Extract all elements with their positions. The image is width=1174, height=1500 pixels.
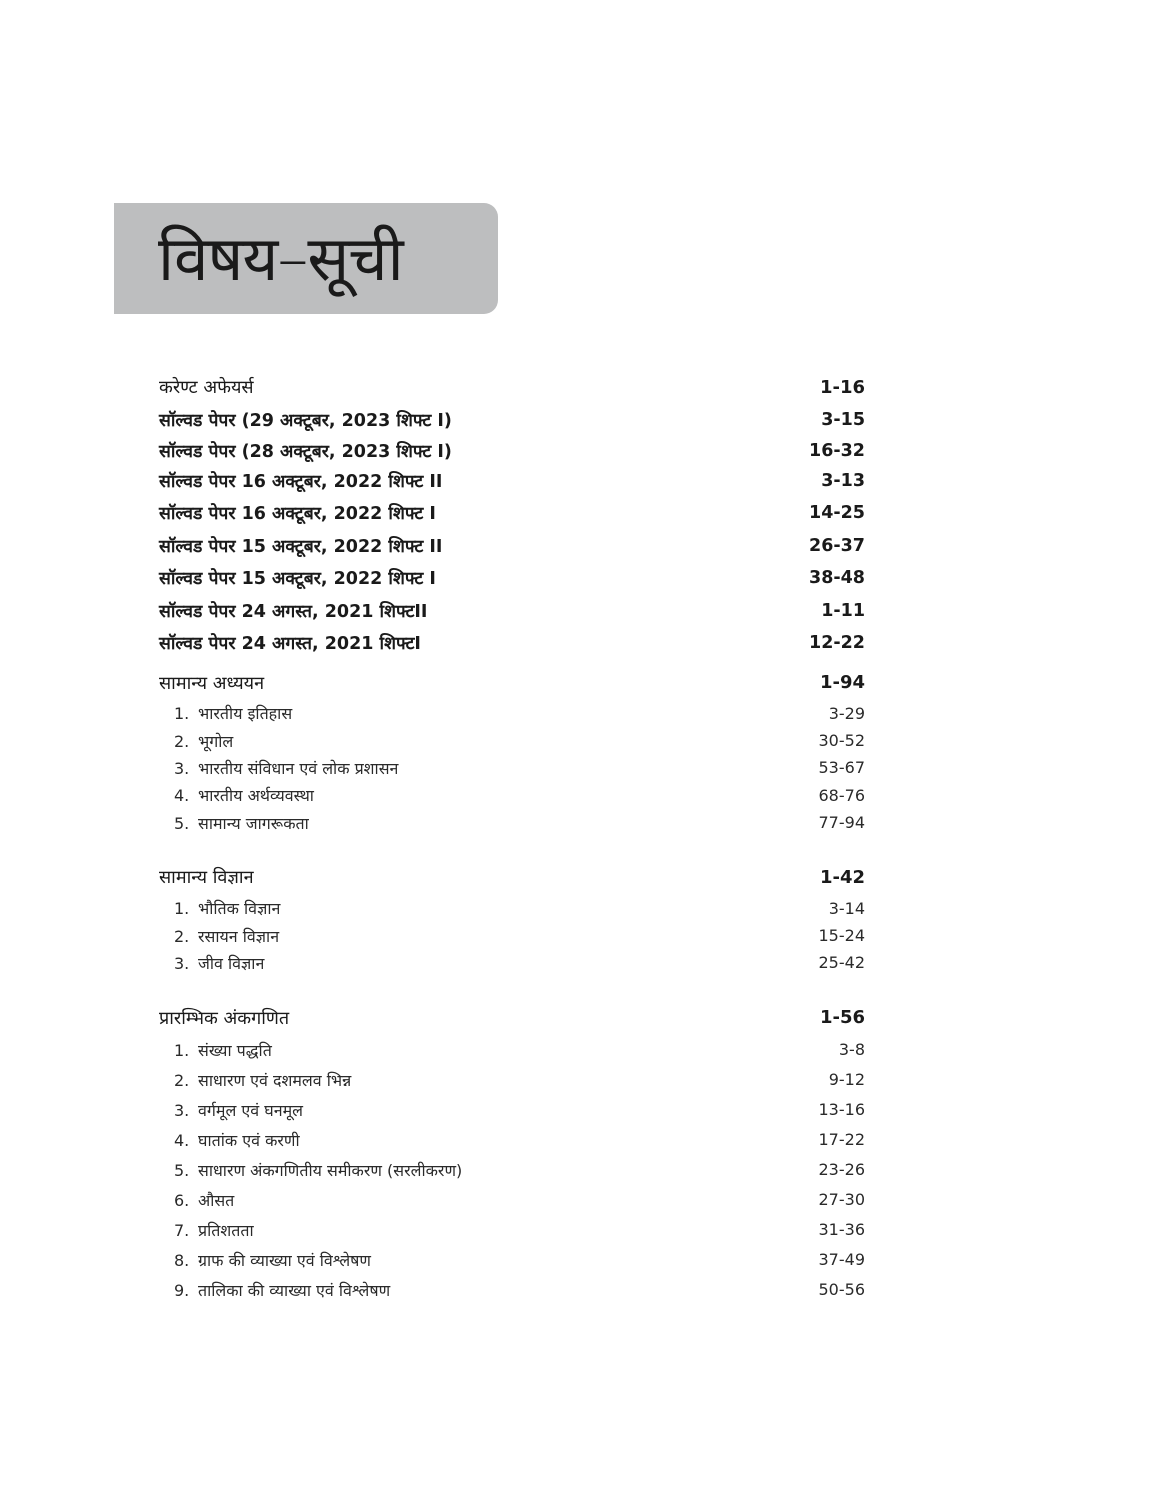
toc-item[interactable] bbox=[159, 1035, 865, 1065]
toc-item[interactable] bbox=[159, 1245, 865, 1275]
paper-label: सॉल्वड पेपर (29 अक्टूबर, 2023 शिफ्ट I) bbox=[159, 411, 452, 432]
paper-pages: 26-37 bbox=[809, 535, 865, 556]
item-number: 1. bbox=[174, 704, 190, 724]
item-pages: 3-29 bbox=[828, 703, 865, 723]
item-label: भौतिक विज्ञान bbox=[198, 899, 281, 919]
toc-paper-row[interactable] bbox=[159, 465, 865, 498]
item-pages: 37-49 bbox=[818, 1250, 865, 1270]
title-banner bbox=[114, 203, 498, 314]
item-number: 1. bbox=[174, 899, 190, 919]
item-label: साधारण एवं दशमलव भिन्न bbox=[198, 1070, 352, 1090]
section-pages: 1-42 bbox=[819, 866, 865, 888]
item-pages: 27-30 bbox=[818, 1190, 865, 1210]
toc-item[interactable] bbox=[159, 1125, 865, 1155]
paper-pages: 12-22 bbox=[809, 633, 865, 654]
table-of-contents bbox=[159, 370, 865, 1305]
item-number: 3. bbox=[174, 758, 190, 778]
item-pages: 53-67 bbox=[818, 758, 865, 778]
item-label: संख्या पद्धति bbox=[198, 1040, 272, 1060]
paper-pages: 14-25 bbox=[809, 503, 865, 524]
toc-item[interactable] bbox=[159, 700, 865, 727]
item-pages: 50-56 bbox=[818, 1280, 865, 1300]
item-pages: 3-8 bbox=[838, 1040, 865, 1060]
toc-section-general-studies[interactable] bbox=[159, 666, 865, 700]
item-number: 2. bbox=[174, 731, 190, 751]
toc-item[interactable] bbox=[159, 949, 865, 976]
item-number: 5. bbox=[174, 1160, 190, 1180]
paper-label: सॉल्वड पेपर 24 अगस्त, 2021 शिफ्टII bbox=[159, 601, 428, 622]
item-pages: 17-22 bbox=[818, 1130, 865, 1150]
item-label: जीव विज्ञान bbox=[198, 953, 265, 973]
paper-label: सॉल्वड पेपर 24 अगस्त, 2021 शिफ्टI bbox=[159, 634, 421, 655]
item-number: 1. bbox=[174, 1040, 190, 1060]
section-pages: 1-56 bbox=[819, 1007, 865, 1029]
item-label: वर्गमूल एवं घनमूल bbox=[198, 1100, 303, 1120]
section-label: सामान्य विज्ञान bbox=[159, 867, 254, 889]
item-pages: 23-26 bbox=[818, 1160, 865, 1180]
toc-item[interactable] bbox=[159, 727, 865, 754]
toc-item[interactable] bbox=[159, 1275, 865, 1305]
toc-paper-row[interactable] bbox=[159, 627, 865, 660]
item-label: तालिका की व्याख्या एवं विश्लेषण bbox=[198, 1280, 391, 1300]
item-number: 8. bbox=[174, 1250, 190, 1270]
item-label: भूगोल bbox=[198, 731, 234, 751]
toc-paper-row[interactable] bbox=[159, 595, 865, 628]
item-number: 9. bbox=[174, 1280, 190, 1300]
section-pages: 1-16 bbox=[819, 376, 865, 398]
item-label: भारतीय संविधान एवं लोक प्रशासन bbox=[198, 758, 399, 778]
paper-label: सॉल्वड पेपर 15 अक्टूबर, 2022 शिफ्ट I bbox=[159, 569, 436, 590]
toc-item[interactable] bbox=[159, 782, 865, 809]
toc-item[interactable] bbox=[159, 894, 865, 921]
section-label: सामान्य अध्ययन bbox=[159, 672, 265, 694]
toc-item[interactable] bbox=[159, 1095, 865, 1125]
item-number: 7. bbox=[174, 1220, 190, 1240]
paper-label: सॉल्वड पेपर 16 अक्टूबर, 2022 शिफ्ट II bbox=[159, 471, 443, 492]
item-label: प्रतिशतता bbox=[198, 1220, 254, 1240]
item-pages: 25-42 bbox=[818, 953, 865, 973]
item-pages: 31-36 bbox=[818, 1220, 865, 1240]
item-number: 2. bbox=[174, 926, 190, 946]
item-label: ग्राफ की व्याख्या एवं विश्लेषण bbox=[198, 1250, 372, 1270]
item-pages: 77-94 bbox=[818, 813, 865, 833]
toc-item[interactable] bbox=[159, 1155, 865, 1185]
paper-pages: 3-13 bbox=[821, 470, 865, 491]
paper-pages: 1-11 bbox=[821, 600, 865, 621]
page-title: विषय–सूची bbox=[158, 221, 403, 295]
item-number: 5. bbox=[174, 813, 190, 833]
section-label: करेण्ट अफेयर्स bbox=[159, 377, 254, 398]
item-pages: 3-14 bbox=[828, 898, 865, 918]
toc-paper-row[interactable] bbox=[159, 562, 865, 595]
item-label: रसायन विज्ञान bbox=[198, 926, 280, 946]
paper-pages: 16-32 bbox=[809, 440, 865, 461]
item-pages: 13-16 bbox=[818, 1100, 865, 1120]
item-label: भारतीय अर्थव्यवस्था bbox=[198, 786, 314, 806]
item-pages: 30-52 bbox=[818, 731, 865, 751]
toc-item[interactable] bbox=[159, 1185, 865, 1215]
item-number: 2. bbox=[174, 1070, 190, 1090]
item-number: 4. bbox=[174, 1130, 190, 1150]
toc-section-general-science[interactable] bbox=[159, 860, 865, 894]
item-label: घातांक एवं करणी bbox=[198, 1130, 300, 1150]
item-label: साधारण अंकगणितीय समीकरण (सरलीकरण) bbox=[198, 1160, 463, 1180]
item-number: 3. bbox=[174, 953, 190, 973]
toc-item[interactable] bbox=[159, 754, 865, 781]
item-label: भारतीय इतिहास bbox=[198, 704, 293, 724]
paper-pages: 3-15 bbox=[821, 410, 865, 431]
paper-label: सॉल्वड पेपर 15 अक्टूबर, 2022 शिफ्ट II bbox=[159, 536, 443, 557]
paper-label: सॉल्वड पेपर 16 अक्टूबर, 2022 शिफ्ट I bbox=[159, 504, 436, 525]
item-pages: 15-24 bbox=[818, 926, 865, 946]
item-pages: 68-76 bbox=[818, 785, 865, 805]
paper-label: सॉल्वड पेपर (28 अक्टूबर, 2023 शिफ्ट I) bbox=[159, 441, 452, 462]
toc-paper-row[interactable] bbox=[159, 437, 865, 465]
toc-item[interactable] bbox=[159, 1065, 865, 1095]
item-number: 4. bbox=[174, 786, 190, 806]
toc-paper-row[interactable] bbox=[159, 404, 865, 437]
item-label: सामान्य जागरूकता bbox=[198, 813, 309, 833]
item-label: औसत bbox=[198, 1190, 235, 1210]
section-label: प्रारम्भिक अंकगणित bbox=[159, 1007, 290, 1029]
toc-paper-row[interactable] bbox=[159, 530, 865, 563]
item-pages: 9-12 bbox=[828, 1070, 865, 1090]
toc-paper-row[interactable] bbox=[159, 497, 865, 530]
section-pages: 1-94 bbox=[819, 672, 865, 693]
paper-pages: 38-48 bbox=[809, 568, 865, 589]
toc-item[interactable] bbox=[159, 809, 865, 836]
toc-item[interactable] bbox=[159, 1215, 865, 1245]
toc-item[interactable] bbox=[159, 922, 865, 949]
item-number: 6. bbox=[174, 1190, 190, 1210]
toc-section-current-affairs[interactable] bbox=[159, 370, 865, 404]
item-number: 3. bbox=[174, 1100, 190, 1120]
toc-section-arithmetic[interactable] bbox=[159, 1001, 865, 1035]
